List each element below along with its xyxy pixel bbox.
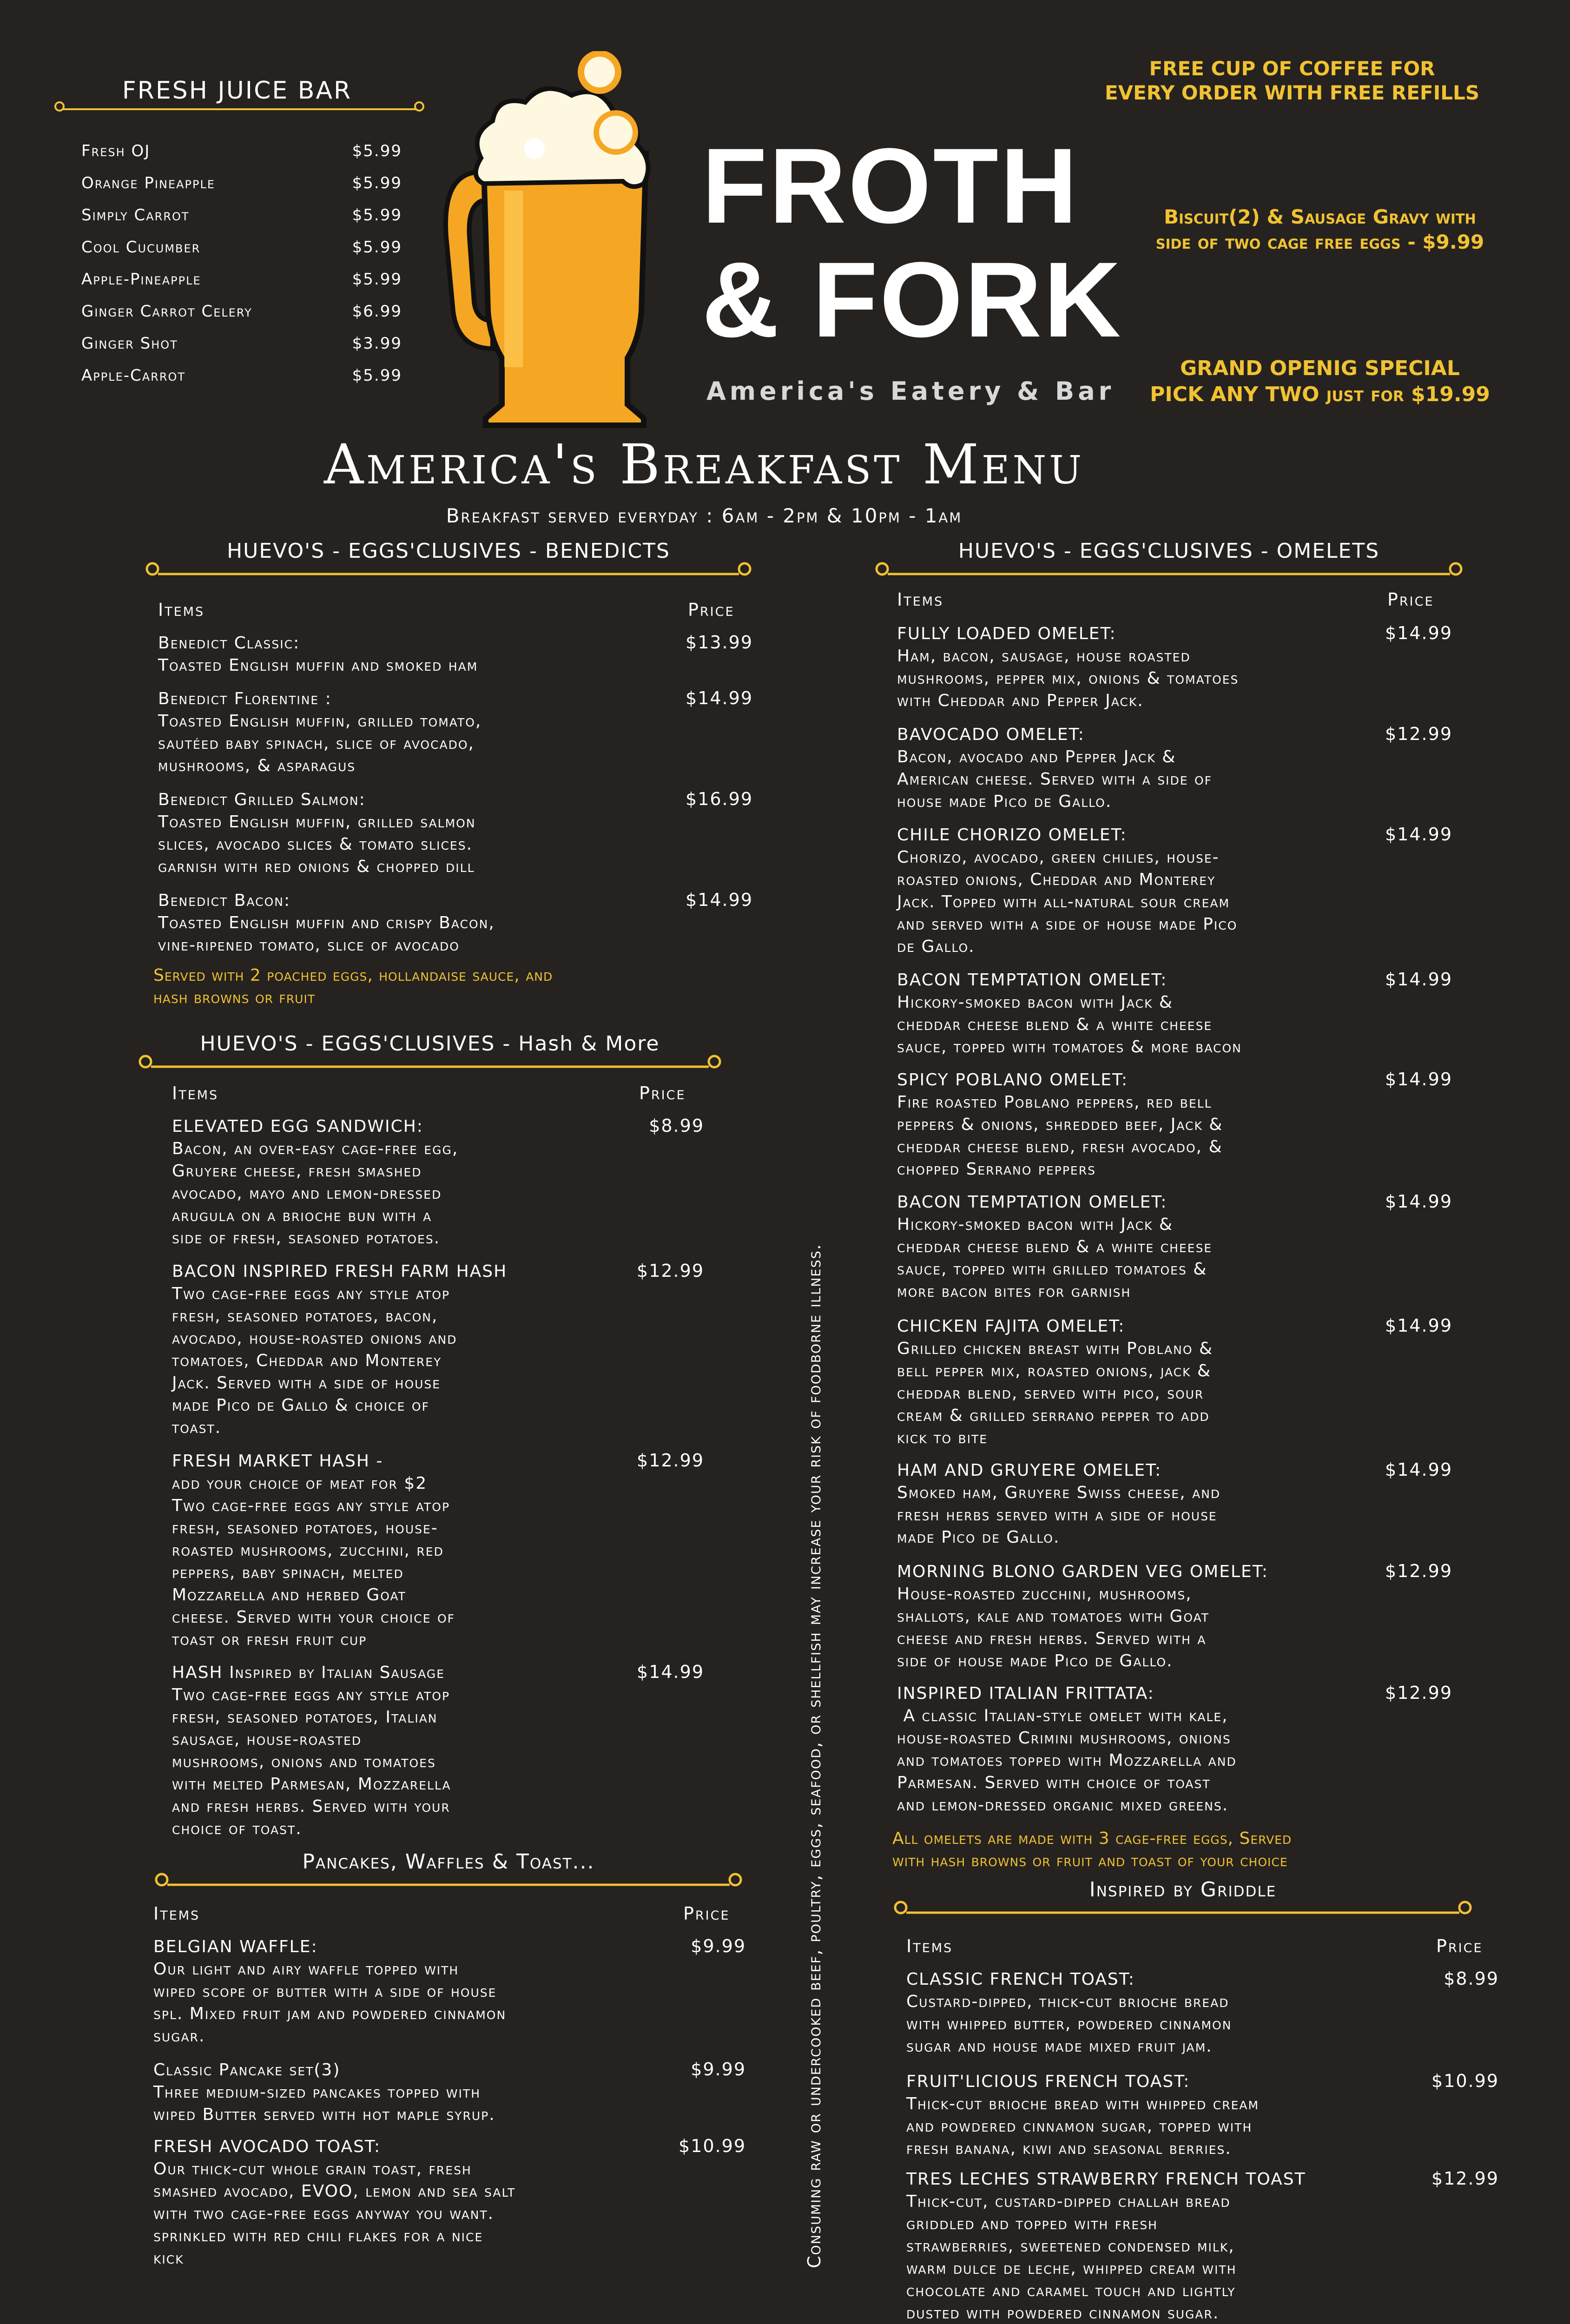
item-desc: with two cage-free eggs anyway you want.	[153, 2204, 495, 2223]
item-desc: dusted with powdered cinnamon sugar.	[906, 2304, 1220, 2323]
menu-item	[897, 623, 1385, 712]
item-price: $16.99	[686, 789, 753, 809]
menu-item	[153, 1936, 665, 2047]
item-price: $12.99	[1385, 1561, 1452, 1581]
item-desc: sausage, house-roasted	[172, 1730, 362, 1749]
items-header: Items	[158, 600, 205, 620]
item-desc: kick	[153, 2249, 184, 2268]
menu-item	[172, 1450, 637, 1651]
item-desc: Jack. Topped with all-natural sour cream	[897, 892, 1230, 911]
item-name: Classic Pancake set(3)	[153, 2060, 341, 2080]
juice-item: Fresh OJ $5.99	[81, 142, 402, 160]
item-price: $8.99	[649, 1116, 704, 1136]
logo-froth: FROTH	[702, 126, 1080, 245]
item-desc: mushrooms, pepper mix, onions & tomatoes	[897, 669, 1239, 688]
menu-item	[897, 1191, 1385, 1303]
item-desc: with melted Parmesan, Mozzarella	[172, 1775, 451, 1794]
item-desc: cheddar blend, served with pico, sour	[897, 1384, 1204, 1403]
item-desc: sauce, topped with grilled tomatoes &	[897, 1260, 1207, 1279]
menu-item	[897, 1459, 1385, 1549]
item-desc: add your choice of meat for $2	[172, 1474, 428, 1493]
item-desc: strawberries, sweetened condensed milk,	[906, 2237, 1235, 2256]
item-desc: Toasted English muffin, grilled tomato,	[158, 712, 482, 731]
item-desc: peppers & onions, shredded beef, Jack &	[897, 1115, 1223, 1134]
item-desc: side of house made Pico de Gallo.	[897, 1651, 1173, 1670]
item-desc: Mozzarella and herbed Goat	[172, 1585, 406, 1604]
item-price: $8.99	[1444, 1968, 1499, 1989]
note-line: All omelets are made with 3 cage-free eggs, Served	[892, 1829, 1292, 1848]
item-name: FULLY LOADED OMELET:	[897, 624, 1116, 643]
juice-item: Simply Carrot $5.99	[81, 206, 402, 224]
item-desc: chopped Serrano peppers	[897, 1160, 1096, 1179]
menu-item	[158, 789, 669, 878]
item-desc: cream & grilled serrano pepper to add	[897, 1406, 1210, 1425]
promo-line: PICK ANY TWO just for $19.99	[1150, 383, 1490, 406]
item-desc: Bacon, avocado and Pepper Jack &	[897, 747, 1176, 766]
item-desc: Fire roasted Poblano peppers, red bell	[897, 1093, 1212, 1112]
item-desc: shallots, kale and tomatoes with Goat	[897, 1607, 1210, 1626]
item-desc: Hickory-smoked bacon with Jack &	[897, 1215, 1173, 1234]
menu-item	[897, 1315, 1385, 1449]
items-header: Items	[153, 1903, 200, 1924]
note-line: with hash browns or fruit and toast of your choice	[892, 1851, 1288, 1870]
item-desc: slices, avocado slices & tomato slices.	[158, 835, 473, 854]
item-desc: Jack. Served with a side of house	[172, 1373, 441, 1393]
item-desc: Thick-cut brioche bread with whipped cream	[906, 2094, 1260, 2113]
menu-item	[897, 1561, 1385, 1672]
scroll-divider	[149, 1868, 748, 1896]
item-desc: with Cheddar and Pepper Jack.	[897, 691, 1144, 710]
scroll-divider	[132, 1050, 727, 1078]
item-desc: Ham, bacon, sausage, house roasted	[897, 647, 1191, 666]
item-desc: chocolate and caramel touch and lightly	[906, 2281, 1236, 2300]
item-name: FRESH MARKET HASH -	[172, 1452, 383, 1471]
item-desc: arugula on a brioche bun with a	[172, 1206, 432, 1225]
section-title: Pancakes, Waffles & Toast...	[302, 1850, 595, 1874]
item-desc: avocado, house-roasted onions and	[172, 1329, 457, 1348]
note-line: Served with 2 poached eggs, hollandaise sauce, and	[153, 966, 553, 985]
scroll-divider	[888, 1896, 1478, 1924]
juice-bar-title: FRESH JUICE BAR	[122, 77, 352, 105]
item-desc: Thick-cut, custard-dipped challah bread	[906, 2192, 1231, 2211]
item-desc: garnish with red onions & chopped dill	[158, 857, 475, 876]
item-price: $9.99	[691, 1936, 746, 1956]
price-header: Price	[1436, 1936, 1483, 1956]
item-price: $12.99	[1385, 1683, 1452, 1703]
menu-item	[172, 1116, 637, 1249]
item-price: $12.99	[637, 1261, 704, 1281]
items-header: Items	[897, 589, 944, 610]
price-header: Price	[1387, 589, 1434, 610]
item-desc: Bacon, an over-easy cage-free egg,	[172, 1139, 459, 1158]
item-price: $14.99	[1385, 824, 1452, 845]
item-price: $14.99	[637, 1662, 704, 1682]
item-desc: House-roasted zucchini, mushrooms,	[897, 1585, 1192, 1604]
item-desc: warm dulce de leche, whipped cream with	[906, 2259, 1237, 2278]
item-name: BACON TEMPTATION OMELET:	[897, 971, 1168, 990]
item-desc: Toasted English muffin and smoked ham	[158, 656, 478, 675]
item-desc: sprinkled with red chili flakes for a nice	[153, 2226, 483, 2245]
juice-item: Apple-Pineapple $5.99	[81, 270, 402, 289]
item-name: Benedict Florentine :	[158, 689, 332, 708]
menu-item	[897, 1683, 1385, 1816]
grand-opening-promo	[1097, 356, 1543, 408]
section-title: Inspired by Griddle	[1089, 1878, 1277, 1901]
item-desc: fresh banana, kiwi and seasonal berries.	[906, 2139, 1232, 2158]
item-name: BACON INSPIRED FRESH FARM HASH	[172, 1262, 508, 1281]
item-desc: and served with a side of house made Pico	[897, 915, 1238, 934]
item-price: $10.99	[679, 2136, 746, 2156]
beer-mug-logo-icon	[437, 51, 669, 432]
item-desc: sugar and house made mixed fruit jam.	[906, 2037, 1213, 2056]
item-desc: tomatoes, Cheddar and Monterey	[172, 1351, 442, 1370]
item-name: CHILE CHORIZO OMELET:	[897, 825, 1127, 845]
item-desc: Two cage-free eggs any style atop	[172, 1496, 450, 1515]
item-price: $9.99	[691, 2059, 746, 2080]
item-desc: fresh, seasoned potatoes, house-	[172, 1519, 438, 1538]
breakfast-hours: Breakfast served everyday : 6am - 2pm & 10pm - 1am	[446, 504, 963, 527]
item-desc: kick to bite	[897, 1428, 988, 1447]
juice-item: Ginger Carrot Celery $6.99	[81, 302, 402, 321]
item-desc: spl. Mixed fruit jam and powdered cinnamon	[153, 2004, 507, 2023]
item-desc: peppers, baby spinach, melted	[172, 1563, 404, 1582]
omelets-note	[892, 1828, 1497, 1872]
benedicts-note	[153, 964, 758, 1009]
promo-line: Biscuit(2) & Sausage Gravy with	[1164, 205, 1476, 228]
menu-item	[897, 724, 1385, 813]
menu-item	[906, 1968, 1418, 2058]
promo-line: EVERY ORDER WITH FREE REFILLS	[1104, 81, 1480, 104]
scroll-divider	[139, 558, 758, 586]
item-desc: cheddar cheese blend & a white cheese	[897, 1237, 1213, 1256]
item-price: $14.99	[1385, 1315, 1452, 1336]
item-name: ELEVATED EGG SANDWICH:	[172, 1117, 423, 1136]
menu-item	[158, 632, 669, 677]
juice-scroll-divider	[51, 100, 428, 119]
item-name: BELGIAN WAFFLE:	[153, 1937, 318, 1956]
juice-item: Cool Cucumber $5.99	[81, 238, 402, 257]
item-name: Benedict Grilled Salmon:	[158, 790, 366, 809]
price-header: Price	[688, 600, 735, 620]
item-desc: made Pico de Gallo.	[897, 1528, 1060, 1547]
item-desc: and lemon-dressed organic mixed greens.	[897, 1796, 1229, 1815]
item-desc: fresh, seasoned potatoes, bacon,	[172, 1307, 438, 1326]
item-name: CHICKEN FAJITA OMELET:	[897, 1317, 1125, 1336]
menu-item	[153, 2136, 665, 2270]
item-name: BACON TEMPTATION OMELET:	[897, 1193, 1168, 1212]
item-desc: Smoked ham, Gruyere Swiss cheese, and	[897, 1483, 1221, 1502]
page-title: America's Breakfast Menu	[323, 432, 1085, 496]
item-desc: house made Pico de Gallo.	[897, 792, 1112, 811]
items-header: Items	[906, 1936, 953, 1956]
item-name: HASH Inspired by Italian Sausage	[172, 1663, 445, 1682]
item-desc: roasted onions, Cheddar and Monterey	[897, 870, 1216, 889]
item-price: $12.99	[1385, 724, 1452, 744]
section-title: HUEVO'S - EGGS'CLUSIVES - Hash & More	[200, 1032, 660, 1056]
menu-item	[906, 2168, 1418, 2324]
note-line: hash browns or fruit	[153, 988, 316, 1007]
menu-item	[897, 969, 1385, 1058]
section-title: HUEVO'S - EGGS'CLUSIVES - OMELETS	[958, 539, 1380, 563]
item-desc: griddled and topped with fresh	[906, 2214, 1158, 2233]
item-desc: Chorizo, avocado, green chilies, house-	[897, 848, 1220, 867]
item-name: FRUIT'LICIOUS FRENCH TOAST:	[906, 2072, 1190, 2091]
item-desc: wiped Butter served with hot maple syrup.	[153, 2105, 495, 2124]
item-desc: Our thick-cut whole grain toast, fresh	[153, 2159, 472, 2179]
item-desc: cheddar cheese blend, fresh avocado, &	[897, 1137, 1223, 1156]
logo-and-fork: & FORK	[702, 240, 1123, 359]
item-desc: Parmesan. Served with choice of toast	[897, 1773, 1211, 1792]
item-desc: Custard-dipped, thick-cut brioche bread	[906, 1992, 1229, 2011]
item-desc: Two cage-free eggs any style atop	[172, 1685, 450, 1704]
promo-line: side of two cage free eggs - $9.99	[1155, 231, 1484, 253]
item-desc: American cheese. Served with a side of	[897, 770, 1213, 789]
section-title: HUEVO'S - EGGS'CLUSIVES - BENEDICTS	[227, 539, 670, 563]
item-price: $14.99	[1385, 969, 1452, 990]
item-price: $14.99	[686, 890, 753, 910]
item-desc: and fresh herbs. Served with your	[172, 1797, 450, 1816]
item-desc: side of fresh, seasoned potatoes.	[172, 1228, 441, 1248]
promo-line: FREE CUP OF COFFEE FOR	[1149, 57, 1435, 80]
item-name: MORNING BLONO GARDEN VEG OMELET:	[897, 1562, 1268, 1581]
item-desc: choice of toast.	[172, 1819, 302, 1838]
item-desc: Toasted English muffin, grilled salmon	[158, 812, 476, 832]
item-desc: Our light and airy waffle topped with	[153, 1960, 459, 1979]
promo-line: GRAND OPENIG SPECIAL	[1180, 357, 1460, 380]
item-desc: with whipped butter, powdered cinnamon	[906, 2014, 1232, 2034]
menu-item	[906, 2071, 1418, 2160]
item-price: $14.99	[1385, 623, 1452, 643]
item-desc: Three medium-sized pancakes topped with	[153, 2083, 481, 2102]
item-price: $12.99	[637, 1450, 704, 1471]
item-desc: toast.	[172, 1418, 222, 1437]
item-price: $14.99	[686, 688, 753, 708]
item-price: $14.99	[1385, 1191, 1452, 1212]
item-name: FRESH AVOCADO TOAST:	[153, 2137, 381, 2156]
item-desc: A classic Italian-style omelet with kale,	[897, 1706, 1228, 1725]
item-desc: house-roasted Crimini mushrooms, onions	[897, 1729, 1231, 1748]
item-name: HAM AND GRUYERE OMELET:	[897, 1461, 1162, 1480]
biscuit-promo	[1088, 205, 1552, 255]
item-desc: roasted mushrooms, zucchini, red	[172, 1541, 444, 1560]
item-name: BAVOCADO OMELET:	[897, 725, 1085, 744]
item-desc: avocado, mayo and lemon-dressed	[172, 1184, 442, 1203]
price-header: Price	[639, 1083, 686, 1103]
coffee-promo	[1046, 57, 1538, 105]
item-name: Benedict Bacon:	[158, 891, 291, 910]
item-desc: de Gallo.	[897, 937, 975, 956]
menu-item	[158, 890, 669, 957]
item-desc: fresh, seasoned potatoes, Italian	[172, 1708, 438, 1727]
item-desc: cheese and fresh herbs. Served with a	[897, 1629, 1207, 1648]
item-desc: fresh herbs served with a side of house	[897, 1505, 1217, 1525]
item-price: $13.99	[686, 632, 753, 653]
item-desc: mushrooms, onions and tomatoes	[172, 1752, 436, 1771]
price-header: Price	[683, 1903, 730, 1924]
item-desc: bell pepper mix, roasted onions, jack &	[897, 1361, 1212, 1380]
item-desc: wiped scope of butter with a side of house	[153, 1982, 497, 2001]
item-name: Benedict Classic:	[158, 634, 300, 653]
item-desc: cheddar cheese blend & a white cheese	[897, 1015, 1213, 1034]
item-desc: cheese. Served with your choice of	[172, 1608, 455, 1627]
item-desc: made Pico de Gallo & choice of	[172, 1396, 429, 1415]
item-desc: sauce, topped with tomatoes & more bacon	[897, 1037, 1242, 1056]
foodborne-warning: Consuming raw or undercooked beef, poultry, eggs, seafood, or shellfish may increase your risk of foodborne illness.	[804, 1243, 825, 2268]
item-name: SPICY POBLANO OMELET:	[897, 1070, 1128, 1089]
item-price: $14.99	[1385, 1069, 1452, 1089]
juice-item: Ginger Shot $3.99	[81, 334, 402, 353]
item-desc: smashed avocado, EVOO, lemon and sea salt	[153, 2182, 516, 2201]
item-desc: vine-ripened tomato, slice of avocado	[158, 936, 460, 955]
item-name: TRES LECHES STRAWBERRY FRENCH TOAST	[906, 2170, 1306, 2189]
item-desc: Toasted English muffin and crispy Bacon,	[158, 913, 495, 932]
menu-item	[172, 1662, 637, 1840]
item-desc: sugar.	[153, 2027, 205, 2046]
items-header: Items	[172, 1083, 219, 1103]
item-desc: more bacon bites for garnish	[897, 1282, 1131, 1301]
menu-item	[172, 1261, 637, 1439]
scroll-divider	[869, 558, 1469, 586]
logo-tagline: America's Eatery & Bar	[706, 376, 1115, 406]
item-name: INSPIRED ITALIAN FRITTATA:	[897, 1684, 1154, 1703]
menu-item	[158, 688, 669, 777]
item-desc: Grilled chicken breast with Poblano &	[897, 1339, 1214, 1358]
item-desc: mushrooms, & asparagus	[158, 756, 356, 775]
item-price: $14.99	[1385, 1459, 1452, 1480]
item-desc: and powdered cinnamon sugar, topped with	[906, 2117, 1253, 2136]
item-price: $12.99	[1431, 2168, 1499, 2189]
item-desc: sautéed baby spinach, slice of avocado,	[158, 734, 475, 753]
item-desc: Gruyere cheese, fresh smashed	[172, 1162, 422, 1181]
juice-item: Orange Pineapple $5.99	[81, 174, 402, 192]
menu-item	[897, 824, 1385, 958]
item-desc: toast or fresh fruit cup	[172, 1630, 367, 1649]
menu-item	[897, 1069, 1385, 1181]
item-desc: Two cage-free eggs any style atop	[172, 1284, 450, 1303]
item-price: $10.99	[1431, 2071, 1499, 2091]
menu-item	[153, 2059, 665, 2126]
item-desc: and tomatoes topped with Mozzarella and	[897, 1751, 1237, 1770]
juice-item: Apple-Carrot $5.99	[81, 366, 402, 385]
item-name: CLASSIC FRENCH TOAST:	[906, 1970, 1135, 1989]
item-desc: Hickory-smoked bacon with Jack &	[897, 993, 1173, 1012]
